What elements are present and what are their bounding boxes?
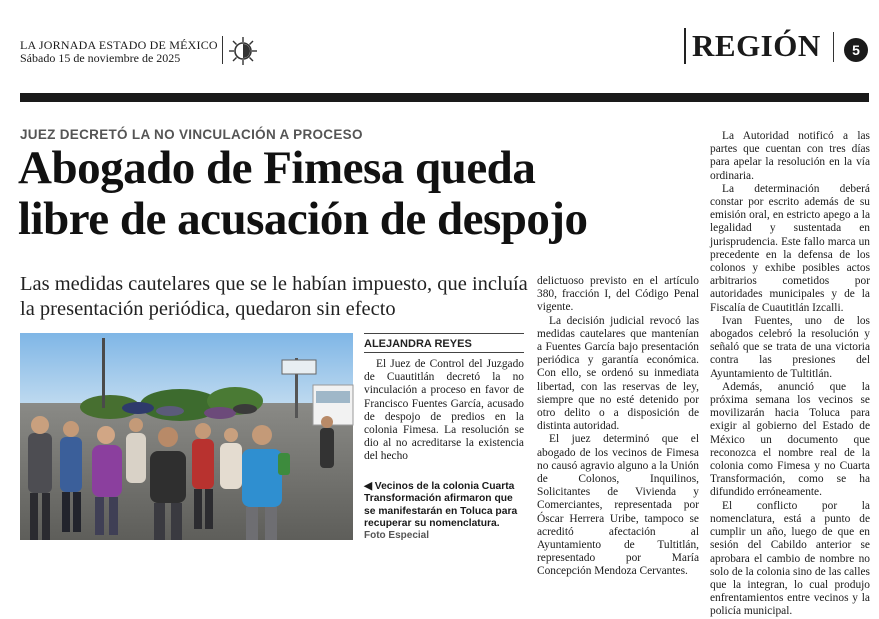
paragraph: delictuoso previsto en el artículo 380, fracción I, del Código Penal vigente. (537, 275, 699, 314)
header-rule (20, 93, 869, 102)
article-headline (18, 143, 708, 245)
article-photo (20, 333, 353, 540)
paragraph: La decisión judicial revocó las medidas cautelares que mantenían a Fuentes García bajo presentación periódica y garantía económica. Con ello, se ordenó su inmediata libertad, con las reservas de ley, siempre que no esté detenido por otro delito o a disposición de distinta autoridad. (537, 314, 699, 433)
byline: ALEJANDRA REYES (364, 338, 472, 350)
section-divider (684, 28, 686, 64)
sun-logo-icon (228, 36, 258, 66)
paragraph: El juez determinó que el abogado de los vecinos de Fimesa no causó agravio alguno a la Unión de Colonos, Inquilinos, Solicitantes de Vivienda y Comerciantes, representada por Óscar Herrera Uribe, tampoco se acreditó afectación al Ayuntamiento de Tultitlán, representado por María Concepción Mendoza Cervantes. (537, 433, 699, 578)
article-column-2 (537, 275, 699, 578)
publication-name: LA JORNADA ESTADO DE MÉXICO (20, 38, 218, 52)
paragraph: Además, anunció que la próxima semana los vecinos se movilizarán hacia Toluca para exigir al gobierno del Estado de México un documento que reconozca el nombre real de la colonia como Fimesa y no Cuarta Transformación, como se ha difundido erróneamente. (710, 380, 870, 499)
article-kicker: JUEZ DECRETÓ LA NO VINCULACIÓN A PROCESO (20, 127, 363, 142)
masthead-divider (222, 36, 223, 64)
article-column-1 (364, 358, 524, 463)
byline-rule-bottom (364, 352, 524, 353)
photo-credit: Foto Especial (364, 530, 430, 541)
headline-line-1: Abogado de Fimesa queda (18, 142, 536, 194)
section-title: REGIÓN (692, 28, 821, 63)
paragraph: El conflicto por la nomenclatura, está a punto de cumplir un año, luego de que en sesión del Cabildo anterior se aprobara el cambio de nombre no solo de la colonia sino de las calles que la integran, lo cual produjo enfrentamientos entre vecinos y la policía municipal. (710, 499, 870, 618)
page-number-badge: 5 (844, 38, 868, 62)
photo-caption: ◀ Vecinos de la colonia Cuarta Transformación afirmaron que se manifestarán en Toluca para recuperar su nomenclatura. (364, 481, 518, 530)
byline-rule-top (364, 333, 524, 334)
paragraph: La Autoridad notificó a las partes que cuentan con tres días para apelar la resolución en la vía ordinaria. (710, 130, 870, 182)
headline-line-2: libre de acusación de despojo (18, 193, 588, 245)
article-subhead: Las medidas cautelares que se le habían impuesto, que incluía la presentación periódica, quedaron sin efecto (20, 273, 528, 320)
paragraph: El Juez de Control del Juzgado de Cuautitlán decretó la no vinculación a proceso en favor de Francisco Fuentes García, acusado de despojo de predios en la colonia Fimesa. La resolución se dio al no acreditarse la existencia del hecho (364, 358, 524, 463)
article-column-3 (710, 130, 870, 618)
paragraph: La determinación deberá constar por escrito además de su emisión oral, en estricto apego a la legalidad y sustentada en jurisprudencia. Este fallo marca un precedente en la defensa de los colonos y exhibe posibles actos arbitrarios cometidos por autoridades municipales y de la Fiscalía de Cuautitlán Izcalli. (710, 182, 870, 314)
paragraph: Ivan Fuentes, uno de los abogados celebró la resolución y señaló que se trata de una victoria contra las presiones del Ayuntamiento de Tultitlán. (710, 314, 870, 380)
publication-date: Sábado 15 de noviembre de 2025 (20, 51, 181, 65)
page-number-divider (833, 32, 834, 62)
